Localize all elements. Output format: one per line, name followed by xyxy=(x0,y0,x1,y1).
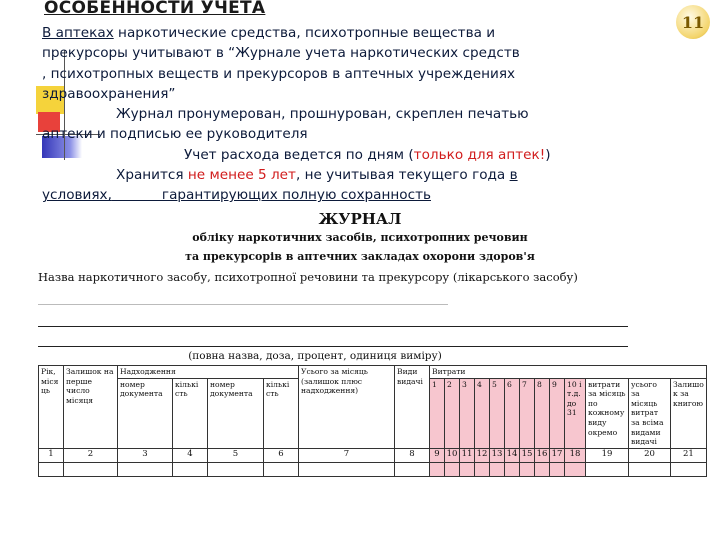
journal-subtitle-1: обліку наркотичних засобів, психотропних речовин xyxy=(192,231,528,244)
col-header-day-4: 4 xyxy=(475,378,490,448)
journal-name-hint: (повна назва, доза, процент, одиниця виміру) xyxy=(188,350,442,362)
col-header-expenses: Витрати xyxy=(430,366,707,379)
text-fragment-underlined: в xyxy=(509,167,518,184)
text-line-5: Журнал пронумерован, прошнурован, скреплен печатью xyxy=(116,106,529,123)
col-header-day-1: 1 xyxy=(430,378,445,448)
table-cell[interactable] xyxy=(535,462,550,476)
col-header-total-for-month: Усього за місяць (залишок плюс надходження) xyxy=(299,366,395,449)
table-cell[interactable] xyxy=(430,462,445,476)
col-header-quantity: кількі сть xyxy=(264,378,299,448)
text-fragment: ) xyxy=(545,146,551,163)
blank-line xyxy=(38,304,448,305)
col-header-book-balance: Залишо к за книгою xyxy=(671,378,707,448)
text-line-6: аптеки и подписью ее руководителя xyxy=(42,126,308,143)
column-number-cell: 19 xyxy=(586,448,629,462)
col-header-year-month: Рік, міся ць xyxy=(39,366,64,449)
table-cell[interactable] xyxy=(39,462,64,476)
text-fragment-underlined: гарантирующих полную сохранность xyxy=(161,187,431,204)
table-cell[interactable] xyxy=(299,462,395,476)
column-number-cell: 12 xyxy=(475,448,490,462)
col-header-day-5: 5 xyxy=(490,378,505,448)
blank-line xyxy=(38,346,628,347)
col-header-issue-types: Види видачі xyxy=(395,366,430,449)
blank-line xyxy=(38,326,628,327)
col-header-day-2: 2 xyxy=(445,378,460,448)
column-number-cell: 21 xyxy=(671,448,707,462)
table-cell[interactable] xyxy=(505,462,520,476)
table-row xyxy=(39,462,707,476)
col-header-expenses-per-type: витрати за місяць по кожному виду окремо xyxy=(586,378,629,448)
col-header-day-7: 7 xyxy=(520,378,535,448)
column-number-cell: 10 xyxy=(445,448,460,462)
col-header-quantity: кількі сть xyxy=(173,378,208,448)
table-cell[interactable] xyxy=(520,462,535,476)
column-number-cell: 8 xyxy=(395,448,430,462)
text-underlined-in-pharmacies: В аптеках xyxy=(42,25,114,41)
text-line-9 xyxy=(42,185,682,205)
text-fragment: Хранится xyxy=(116,167,188,184)
text-line-2: прекурсоры учитывают в “Журнале учета наркотических средств xyxy=(42,45,520,62)
column-number-cell: 2 xyxy=(64,448,118,462)
column-number-cell: 6 xyxy=(264,448,299,462)
col-header-day-9: 9 xyxy=(550,378,565,448)
slide-title: ОСОБЕННОСТИ УЧЕТА xyxy=(44,0,266,18)
text-fragment: Учет расхода ведется по дням ( xyxy=(184,146,414,163)
col-header-receipts: Надходження xyxy=(118,366,299,379)
text-line-7 xyxy=(42,145,682,165)
column-number-cell: 18 xyxy=(565,448,586,462)
text-highlight-five-years: не менее 5 лет xyxy=(187,167,296,184)
journal-subtitle-2: та прекурсорів в аптечних закладах охорони здоров'я xyxy=(185,250,535,263)
column-numbers-row xyxy=(39,448,707,462)
column-number-cell: 7 xyxy=(299,448,395,462)
table-cell[interactable] xyxy=(550,462,565,476)
table-cell[interactable] xyxy=(208,462,264,476)
table-cell[interactable] xyxy=(490,462,505,476)
column-number-cell: 1 xyxy=(39,448,64,462)
table-cell[interactable] xyxy=(586,462,629,476)
text-fragment: , не учитывая текущего года xyxy=(295,167,510,184)
column-number-cell: 11 xyxy=(460,448,475,462)
column-number-cell: 5 xyxy=(208,448,264,462)
table-cell[interactable] xyxy=(64,462,118,476)
text-line-3: , психотропных веществ и прекурсоров в аптечных учреждениях xyxy=(42,65,516,82)
col-header-opening-balance: Залишок на перше число місяця xyxy=(64,366,118,449)
text-fragment: наркотические средства, психотропные вещества и xyxy=(113,25,496,41)
table-cell[interactable] xyxy=(565,462,586,476)
column-number-cell: 15 xyxy=(520,448,535,462)
column-number-cell: 9 xyxy=(430,448,445,462)
text-line-1 xyxy=(42,23,682,43)
journal-substance-name-label: Назва наркотичного засобу, психотропної речовини та прекурсору (лікарського засобу) xyxy=(38,270,578,284)
col-header-day-8: 8 xyxy=(535,378,550,448)
column-number-cell: 17 xyxy=(550,448,565,462)
table-cell[interactable] xyxy=(460,462,475,476)
table-cell[interactable] xyxy=(475,462,490,476)
table-cell[interactable] xyxy=(264,462,299,476)
slide-number-badge: 11 xyxy=(676,5,710,39)
table-cell[interactable] xyxy=(671,462,707,476)
col-header-document-number: номер документа xyxy=(118,378,173,448)
column-number-cell: 13 xyxy=(490,448,505,462)
table-cell[interactable] xyxy=(118,462,173,476)
text-line-4: здравоохранения” xyxy=(42,85,176,102)
column-number-cell: 3 xyxy=(118,448,173,462)
text-highlight-pharmacies-only: только для аптек! xyxy=(413,146,546,163)
col-header-day-6: 6 xyxy=(505,378,520,448)
slide-body-text xyxy=(42,23,682,206)
table-cell[interactable] xyxy=(173,462,208,476)
text-line-8 xyxy=(42,165,682,185)
column-number-cell: 16 xyxy=(535,448,550,462)
col-header-day-3: 3 xyxy=(460,378,475,448)
col-header-document-number: номер документа xyxy=(208,378,264,448)
column-number-cell: 4 xyxy=(173,448,208,462)
table-cell[interactable] xyxy=(445,462,460,476)
column-number-cell: 20 xyxy=(629,448,671,462)
text-fragment-underlined: условиях, xyxy=(42,187,112,204)
table-cell[interactable] xyxy=(629,462,671,476)
journal-title: ЖУРНАЛ xyxy=(318,210,402,228)
journal-table xyxy=(38,365,707,477)
col-header-total-expenses: усього за місяць витрат за всіма видами видачі xyxy=(629,378,671,448)
col-header-day-10-to-31: 10 і т.д. до 31 xyxy=(565,378,586,448)
column-number-cell: 14 xyxy=(505,448,520,462)
table-cell[interactable] xyxy=(395,462,430,476)
